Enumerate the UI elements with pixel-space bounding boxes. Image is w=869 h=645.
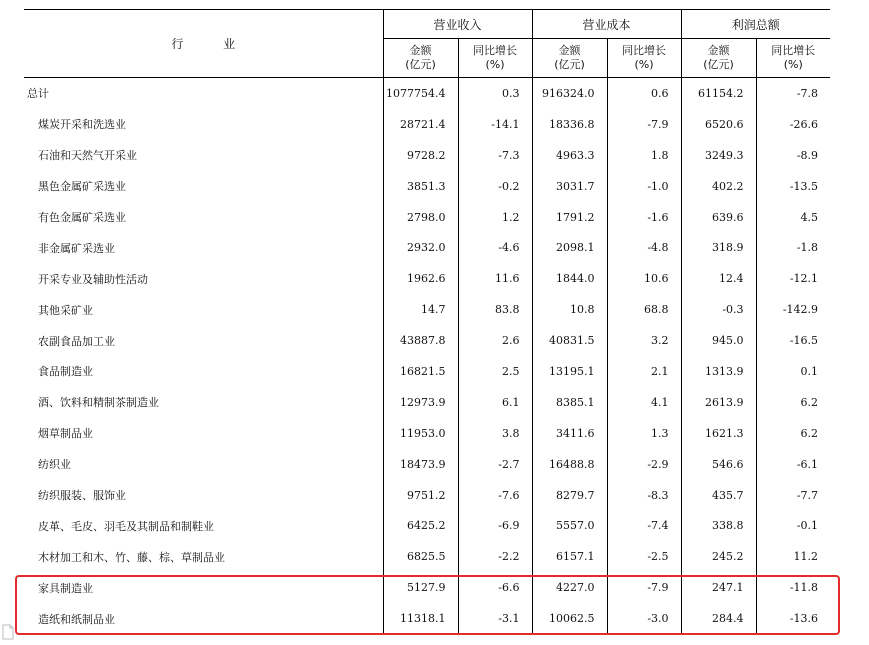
revenue-amount-cell: 9751.2 <box>383 480 458 511</box>
cost-growth-cell: 2.1 <box>607 356 681 387</box>
cost-amount-cell: 40831.5 <box>532 325 607 356</box>
profit-group-header: 利润总额 <box>681 10 830 39</box>
industry-name-cell: 纺织服装、服饰业 <box>38 489 126 503</box>
industry-name-cell: 酒、饮料和精制茶制造业 <box>38 396 159 410</box>
profit-growth-cell: -8.9 <box>756 140 830 171</box>
revenue-growth-cell: -3.1 <box>458 603 532 634</box>
table-row <box>24 294 830 325</box>
profit-amount-cell: 435.7 <box>681 480 756 511</box>
table-row <box>24 480 830 511</box>
profit-growth-cell: -13.5 <box>756 171 830 202</box>
profit-growth-cell: 6.2 <box>756 387 830 418</box>
industry-name-cell: 家具制造业 <box>38 581 93 595</box>
table-row <box>24 263 830 294</box>
profit-growth-cell: -16.5 <box>756 325 830 356</box>
industry-name-cell: 其他采矿业 <box>38 303 93 317</box>
cost-amount-cell: 10.8 <box>532 294 607 325</box>
profit-growth-cell: -12.1 <box>756 263 830 294</box>
industry-name-cell: 黑色金属矿采选业 <box>38 180 126 194</box>
table-row <box>24 202 830 233</box>
cost-amount-cell: 4963.3 <box>532 140 607 171</box>
profit-growth-cell: -6.1 <box>756 449 830 480</box>
profit-growth-cell: -11.8 <box>756 572 830 603</box>
profit-amount-cell: 12.4 <box>681 263 756 294</box>
profit-growth-cell: -0.1 <box>756 510 830 541</box>
industry-name-cell: 有色金属矿采选业 <box>38 211 126 224</box>
revenue-growth-cell: 2.6 <box>458 325 532 356</box>
cost-amount-cell: 3411.6 <box>532 418 607 449</box>
table-row <box>24 418 830 449</box>
cost-amount-cell: 6157.1 <box>532 541 607 572</box>
cost-growth-header: 同比增长 (%) <box>607 39 681 78</box>
revenue-amount-cell: 2798.0 <box>383 202 458 233</box>
cost-amount-cell: 18336.8 <box>532 109 607 140</box>
profit-growth-cell: 11.2 <box>756 541 830 572</box>
cost-amount-cell: 5557.0 <box>532 510 607 541</box>
table-row <box>24 387 830 418</box>
profit-amount-cell: 6520.6 <box>681 109 756 140</box>
pdf-page-icon <box>0 624 18 642</box>
cost-growth-cell: -2.5 <box>607 541 681 572</box>
cost-growth-cell: 0.6 <box>607 78 681 109</box>
revenue-amount-cell: 16821.5 <box>383 356 458 387</box>
revenue-amount-cell: 18473.9 <box>383 449 458 480</box>
cost-amount-cell: 1791.2 <box>532 202 607 233</box>
revenue-amount-cell: 5127.9 <box>383 572 458 603</box>
profit-amount-cell: 245.2 <box>681 541 756 572</box>
profit-amount-cell: 247.1 <box>681 572 756 603</box>
revenue-growth-cell: 0.3 <box>458 78 532 109</box>
industry-name-cell: 石油和天然气开采业 <box>38 149 137 163</box>
revenue-growth-cell: 3.8 <box>458 418 532 449</box>
revenue-growth-cell: -4.6 <box>458 232 532 263</box>
cost-growth-cell: 4.1 <box>607 387 681 418</box>
revenue-amount-cell: 43887.8 <box>383 325 458 356</box>
table-row <box>24 109 830 140</box>
industry-name-cell: 木材加工和木、竹、藤、棕、草制品业 <box>38 550 225 564</box>
revenue-amount-cell: 11318.1 <box>383 603 458 634</box>
profit-amount-cell: 945.0 <box>681 325 756 356</box>
revenue-amount-cell: 6425.2 <box>383 510 458 541</box>
cost-growth-cell: -7.4 <box>607 510 681 541</box>
revenue-amount-header: 金额 (亿元) <box>383 39 458 78</box>
revenue-growth-cell: 1.2 <box>458 202 532 233</box>
cost-amount-cell: 16488.8 <box>532 449 607 480</box>
profit-growth-cell: 6.2 <box>756 418 830 449</box>
profit-amount-cell: 2613.9 <box>681 387 756 418</box>
table-row <box>24 510 830 541</box>
cost-amount-cell: 8385.1 <box>532 387 607 418</box>
industry-column-header: 行 业 <box>24 10 383 78</box>
cost-growth-cell: 1.8 <box>607 140 681 171</box>
profit-growth-cell: -142.9 <box>756 294 830 325</box>
revenue-growth-cell: -7.3 <box>458 140 532 171</box>
table-row <box>24 541 830 572</box>
revenue-group-header: 营业收入 <box>383 10 532 39</box>
revenue-amount-cell: 2932.0 <box>383 232 458 263</box>
revenue-amount-cell: 3851.3 <box>383 171 458 202</box>
table-row <box>24 171 830 202</box>
profit-growth-cell: -7.8 <box>756 78 830 109</box>
cost-growth-cell: -7.9 <box>607 109 681 140</box>
industry-name-cell: 非金属矿采选业 <box>38 241 115 255</box>
profit-amount-header: 金额 (亿元) <box>681 39 756 78</box>
industry-name-cell: 造纸和纸制品业 <box>38 612 115 626</box>
revenue-growth-cell: -0.2 <box>458 171 532 202</box>
industry-name-cell: 烟草制品业 <box>38 427 93 441</box>
industry-name-cell: 开采专业及辅助性活动 <box>38 272 148 286</box>
industry-name-cell: 总计 <box>27 87 49 101</box>
cost-amount-cell: 10062.5 <box>532 603 607 634</box>
profit-amount-cell: 61154.2 <box>681 78 756 109</box>
revenue-growth-cell: 6.1 <box>458 387 532 418</box>
profit-growth-cell: -13.6 <box>756 603 830 634</box>
profit-amount-cell: 402.2 <box>681 171 756 202</box>
revenue-amount-cell: 14.7 <box>383 294 458 325</box>
cost-amount-header: 金额 (亿元) <box>532 39 607 78</box>
profit-growth-header: 同比增长 (%) <box>756 39 830 78</box>
profit-amount-cell: 338.8 <box>681 510 756 541</box>
cost-growth-cell: 1.3 <box>607 418 681 449</box>
industry-name-cell: 农副食品加工业 <box>38 334 115 348</box>
profit-amount-cell: 318.9 <box>681 232 756 263</box>
table-row <box>24 449 830 480</box>
industry-statistics-table <box>24 9 830 634</box>
table-body <box>24 78 830 635</box>
revenue-amount-cell: 1962.6 <box>383 263 458 294</box>
cost-growth-cell: 3.2 <box>607 325 681 356</box>
cost-amount-cell: 4227.0 <box>532 572 607 603</box>
profit-amount-cell: 3249.3 <box>681 140 756 171</box>
profit-amount-cell: 284.4 <box>681 603 756 634</box>
cost-growth-cell: -1.6 <box>607 202 681 233</box>
profit-growth-cell: 4.5 <box>756 202 830 233</box>
cost-amount-cell: 8279.7 <box>532 480 607 511</box>
industry-name-cell: 纺织业 <box>38 458 71 472</box>
profit-amount-cell: 546.6 <box>681 449 756 480</box>
table-row <box>24 572 830 603</box>
cost-growth-cell: -7.9 <box>607 572 681 603</box>
revenue-amount-cell: 1077754.4 <box>383 78 458 109</box>
revenue-growth-cell: 83.8 <box>458 294 532 325</box>
table-row <box>24 603 830 634</box>
table-row <box>24 356 830 387</box>
cost-group-header: 营业成本 <box>532 10 681 39</box>
revenue-amount-cell: 12973.9 <box>383 387 458 418</box>
cost-growth-cell: -2.9 <box>607 449 681 480</box>
profit-amount-cell: -0.3 <box>681 294 756 325</box>
cost-growth-cell: -4.8 <box>607 232 681 263</box>
industry-name-cell: 煤炭开采和洗选业 <box>38 118 126 132</box>
revenue-growth-cell: 2.5 <box>458 356 532 387</box>
table-row <box>24 325 830 356</box>
revenue-growth-cell: -6.6 <box>458 572 532 603</box>
industry-name-cell: 食品制造业 <box>38 365 93 379</box>
table-row <box>24 78 830 109</box>
cost-amount-cell: 916324.0 <box>532 78 607 109</box>
cost-growth-cell: 68.8 <box>607 294 681 325</box>
revenue-growth-cell: -7.6 <box>458 480 532 511</box>
revenue-amount-cell: 9728.2 <box>383 140 458 171</box>
table-row <box>24 232 830 263</box>
profit-amount-cell: 1621.3 <box>681 418 756 449</box>
profit-growth-cell: -7.7 <box>756 480 830 511</box>
profit-growth-cell: -1.8 <box>756 232 830 263</box>
profit-amount-cell: 639.6 <box>681 202 756 233</box>
cost-amount-cell: 2098.1 <box>532 232 607 263</box>
table-row <box>24 140 830 171</box>
cost-growth-cell: -8.3 <box>607 480 681 511</box>
revenue-amount-cell: 6825.5 <box>383 541 458 572</box>
cost-amount-cell: 3031.7 <box>532 171 607 202</box>
revenue-amount-cell: 11953.0 <box>383 418 458 449</box>
revenue-amount-cell: 28721.4 <box>383 109 458 140</box>
cost-growth-cell: -3.0 <box>607 603 681 634</box>
revenue-growth-cell: -2.7 <box>458 449 532 480</box>
revenue-growth-cell: -6.9 <box>458 510 532 541</box>
cost-growth-cell: -1.0 <box>607 171 681 202</box>
profit-growth-cell: 0.1 <box>756 356 830 387</box>
table-header <box>24 10 830 78</box>
cost-amount-cell: 13195.1 <box>532 356 607 387</box>
cost-growth-cell: 10.6 <box>607 263 681 294</box>
revenue-growth-cell: -2.2 <box>458 541 532 572</box>
revenue-growth-header: 同比增长 (%) <box>458 39 532 78</box>
profit-growth-cell: -26.6 <box>756 109 830 140</box>
cost-amount-cell: 1844.0 <box>532 263 607 294</box>
revenue-growth-cell: -14.1 <box>458 109 532 140</box>
revenue-growth-cell: 11.6 <box>458 263 532 294</box>
industry-name-cell: 皮革、毛皮、羽毛及其制品和制鞋业 <box>38 519 214 533</box>
profit-amount-cell: 1313.9 <box>681 356 756 387</box>
